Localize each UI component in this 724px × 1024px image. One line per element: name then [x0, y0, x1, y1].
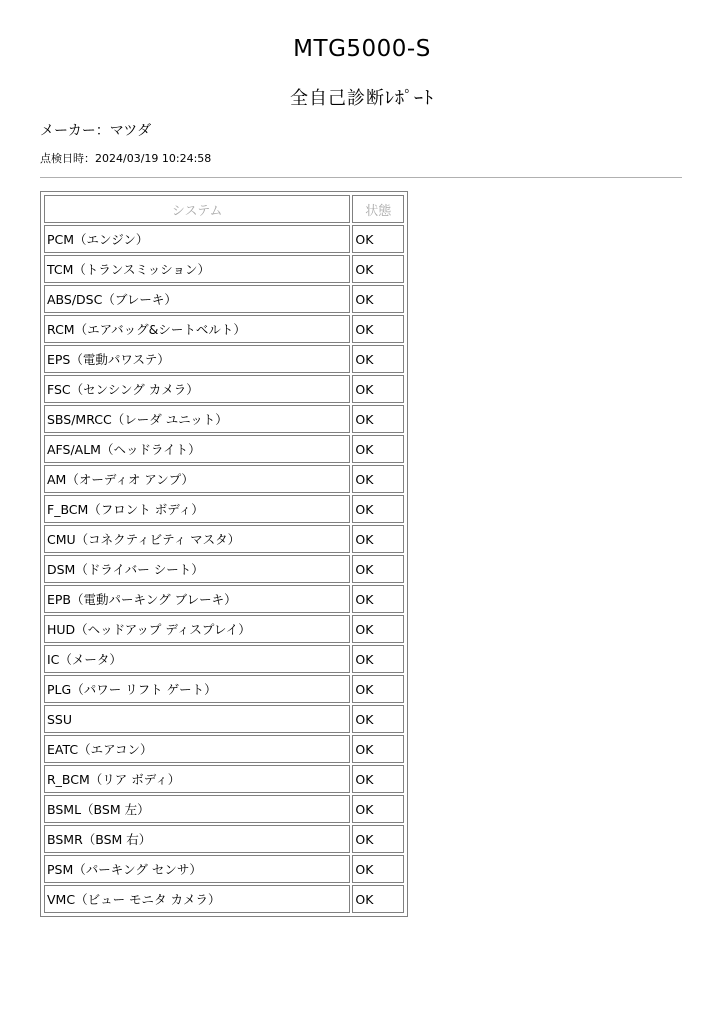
status-cell: OK	[352, 405, 404, 433]
table-row	[44, 885, 404, 913]
status-cell: OK	[352, 615, 404, 643]
table-row	[44, 855, 404, 883]
status-cell: OK	[352, 675, 404, 703]
status-cell: OK	[352, 885, 404, 913]
status-cell: OK	[352, 555, 404, 583]
system-name-cell: BSML（BSM 左）	[44, 795, 350, 823]
system-name-cell: RCM（エアバッグ&シートベルト）	[44, 315, 350, 343]
system-name-cell: PLG（パワー リフト ゲート）	[44, 675, 350, 703]
device-title: MTG5000-S	[293, 36, 431, 62]
table-row	[44, 825, 404, 853]
status-cell: OK	[352, 465, 404, 493]
table-row	[44, 765, 404, 793]
maker-label: メーカー：マツダ	[40, 123, 152, 139]
table-row	[44, 405, 404, 433]
system-name-cell: FSC（センシング カメラ）	[44, 375, 350, 403]
status-cell: OK	[352, 795, 404, 823]
header-status: 状態	[352, 195, 404, 223]
status-cell: OK	[352, 495, 404, 523]
system-name-cell: ABS/DSC（ブレーキ）	[44, 285, 350, 313]
table-row	[44, 285, 404, 313]
system-name-cell: VMC（ビュー モニタ カメラ）	[44, 885, 350, 913]
system-name-cell: PSM（パーキング センサ）	[44, 855, 350, 883]
table-row	[44, 675, 404, 703]
status-cell: OK	[352, 585, 404, 613]
system-name-cell: IC（メータ）	[44, 645, 350, 673]
header-system: システム	[44, 195, 350, 223]
divider	[40, 177, 682, 178]
inspection-datetime: 点検日時：2024/03/19 10:24:58	[40, 152, 212, 165]
table-row	[44, 525, 404, 553]
status-cell: OK	[352, 525, 404, 553]
system-name-cell: BSMR（BSM 右）	[44, 825, 350, 853]
table-row	[44, 315, 404, 343]
status-cell: OK	[352, 345, 404, 373]
status-cell: OK	[352, 645, 404, 673]
table-row	[44, 705, 404, 733]
table-row	[44, 375, 404, 403]
status-cell: OK	[352, 255, 404, 283]
system-name-cell: EPS（電動パワステ）	[44, 345, 350, 373]
system-name-cell: EATC（エアコン）	[44, 735, 350, 763]
status-cell: OK	[352, 225, 404, 253]
system-name-cell: EPB（電動パーキング ブレーキ）	[44, 585, 350, 613]
system-name-cell: TCM（トランスミッション）	[44, 255, 350, 283]
diagnosis-table	[42, 193, 406, 915]
table-row	[44, 435, 404, 463]
status-cell: OK	[352, 705, 404, 733]
system-name-cell: HUD（ヘッドアップ ディスプレイ）	[44, 615, 350, 643]
system-name-cell: R_BCM（リア ボディ）	[44, 765, 350, 793]
system-name-cell: F_BCM（フロント ボディ）	[44, 495, 350, 523]
table-row	[44, 645, 404, 673]
status-cell: OK	[352, 825, 404, 853]
system-name-cell: AM（オーディオ アンプ）	[44, 465, 350, 493]
table-body	[44, 225, 404, 913]
system-name-cell: SBS/MRCC（レーダ ユニット）	[44, 405, 350, 433]
system-name-cell: CMU（コネクティビティ マスタ）	[44, 525, 350, 553]
table-row	[44, 225, 404, 253]
system-name-cell: DSM（ドライバー シート）	[44, 555, 350, 583]
status-cell: OK	[352, 765, 404, 793]
table-row	[44, 495, 404, 523]
table-row	[44, 345, 404, 373]
table-header-row	[44, 195, 404, 223]
table-row	[44, 735, 404, 763]
system-name-cell: SSU	[44, 705, 350, 733]
system-name-cell: PCM（エンジン）	[44, 225, 350, 253]
table-row	[44, 615, 404, 643]
table-row	[44, 465, 404, 493]
status-cell: OK	[352, 315, 404, 343]
status-cell: OK	[352, 855, 404, 883]
table-row	[44, 585, 404, 613]
table-row	[44, 795, 404, 823]
status-cell: OK	[352, 435, 404, 463]
table-row	[44, 255, 404, 283]
status-cell: OK	[352, 285, 404, 313]
system-name-cell: AFS/ALM（ヘッドライト）	[44, 435, 350, 463]
status-cell: OK	[352, 735, 404, 763]
table-row	[44, 555, 404, 583]
report-title: 全自己診断ﾚﾎﾟｰﾄ	[290, 88, 434, 109]
status-cell: OK	[352, 375, 404, 403]
diagnosis-table-frame	[40, 191, 408, 917]
